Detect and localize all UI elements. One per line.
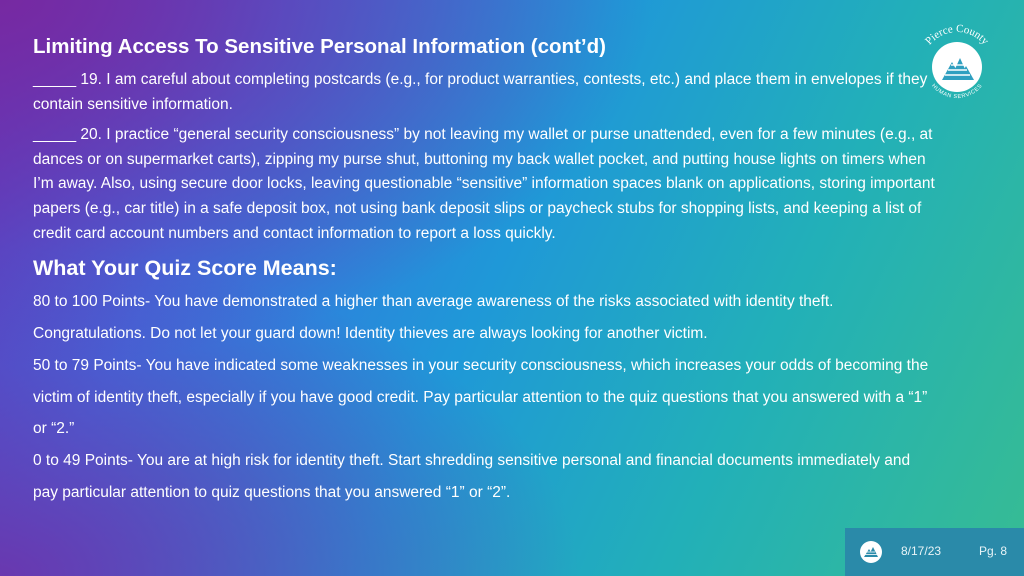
slide-content <box>33 32 938 509</box>
mini-logo-icon <box>859 540 883 564</box>
slide-footer <box>845 528 1024 576</box>
quiz-item-20: _____ 20. I practice “general security consciousness” by not leaving my wallet or purse unattended, even for a few minutes (e.g., at dances or on supermarket carts), zipping my purse shut, buttoning my back wallet pocket, and putting house lights on timers when I’m away. Also, using secure door locks, leaving questionable “sensitive” information spaces blank on applications, storing important papers (e.g., car title) in a safe deposit box, not using bank deposit slips or paycheck stubs for shopping lists, and keeping a list of credit card account numbers and contact information to report a loss quickly. <box>33 126 935 242</box>
score-80-100: 80 to 100 Points- You have demonstrated a higher than average awareness of the risks associated with identity theft. Congratulations. Do not let your guard down! Identity thieves are always looking for another victim. <box>33 293 834 342</box>
score-50-79: 50 to 79 Points- You have indicated some weaknesses in your security consciousness, which increases your odds of becoming the victim of identity theft, especially if you have good credit. Pay particular attention to the quiz questions that you answered with a “1” or “2.” <box>33 356 929 438</box>
page-number: Pg. 8 <box>979 544 1008 558</box>
logo-bottom-text: HUMAN SERVICES <box>930 83 984 101</box>
score-0-49: 0 to 49 Points- You are at high risk for identity theft. Start shredding sensitive personal and financial documents immediately and pay particular attention to quiz questions that you answered “1” or “2”. <box>33 452 911 501</box>
quiz-item-19: _____ 19. I am careful about completing postcards (e.g., for product warranties, contests, etc.) and place them in envelopes if they contain sensitive information. <box>33 71 928 113</box>
footer-date: 8/17/23 <box>901 544 942 558</box>
logo-top-text: Pierce County <box>923 22 992 48</box>
score-heading: What Your Quiz Score Means: <box>33 256 337 281</box>
slide-title: Limiting Access To Sensitive Personal Information (cont’d) <box>33 35 606 58</box>
pierce-county-logo-icon <box>912 22 1002 112</box>
